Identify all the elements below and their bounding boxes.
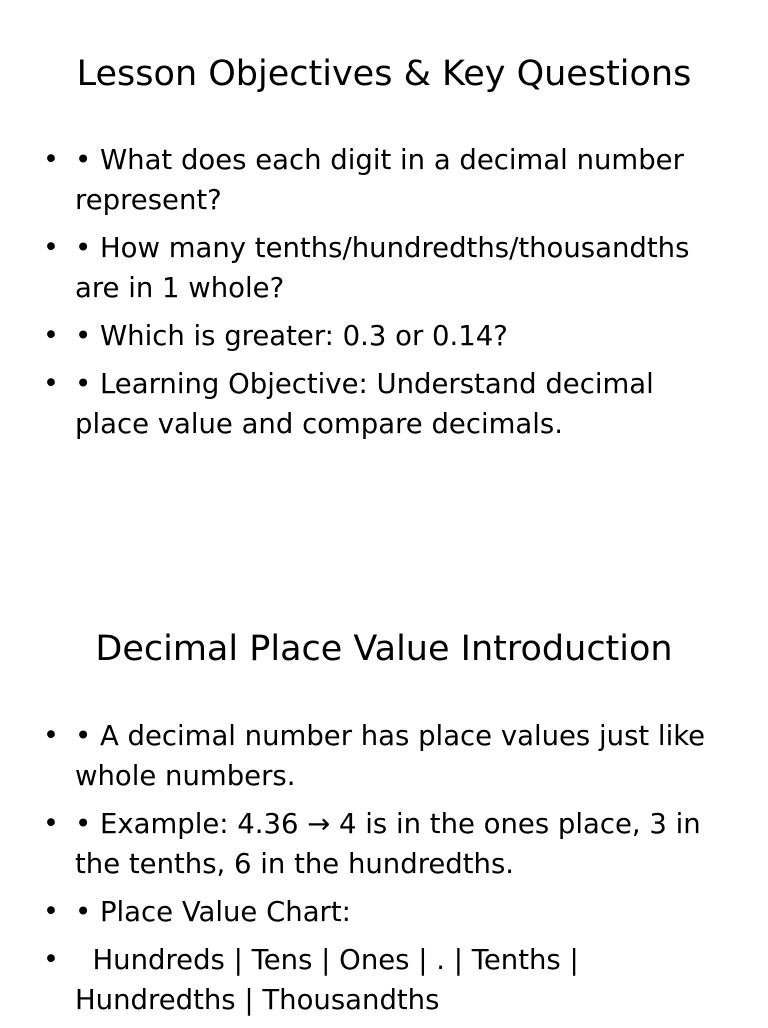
bullet-item <box>0 892 768 932</box>
bullet-text: • How many tenths/hundredths/thousandths are in 1 whole? <box>75 232 699 304</box>
slide-decimal-place-value <box>0 576 768 1024</box>
bullet-item <box>0 364 768 444</box>
bullet-item <box>0 140 768 220</box>
bullet-marker: • <box>43 320 59 351</box>
bullet-text: • Learning Objective: Understand decimal place value and compare decimals. <box>75 368 663 440</box>
bullet-item <box>0 804 768 884</box>
bullet-marker: • <box>43 896 59 927</box>
bullet-text: • Place Value Chart: <box>75 896 351 928</box>
bullet-marker: • <box>43 232 59 263</box>
bullet-item <box>0 716 768 796</box>
slide-title: Lesson Objectives & Key Questions <box>76 54 692 94</box>
slide-title: Decimal Place Value Introduction <box>95 629 673 669</box>
bullet-list <box>0 140 768 452</box>
bullet-list <box>0 716 768 1028</box>
bullet-item <box>0 316 768 356</box>
bullet-item <box>0 228 768 308</box>
bullet-marker: • <box>43 808 59 839</box>
bullet-marker: • <box>43 368 59 399</box>
bullet-text: Hundreds | Tens | Ones | . | Tenths | Hundredths | Thousandths <box>75 944 588 1016</box>
bullet-text: • Which is greater: 0.3 or 0.14? <box>75 320 508 352</box>
bullet-item <box>0 940 768 1020</box>
bullet-text: • A decimal number has place values just like whole numbers. <box>75 720 714 792</box>
bullet-text: • What does each digit in a decimal number represent? <box>75 144 693 216</box>
bullet-text: • Example: 4.36 → 4 is in the ones place, 3 in the tenths, 6 in the hundredths. <box>75 808 710 880</box>
bullet-marker: • <box>43 144 59 175</box>
bullet-marker: • <box>43 720 59 751</box>
bullet-marker: • <box>43 944 59 975</box>
